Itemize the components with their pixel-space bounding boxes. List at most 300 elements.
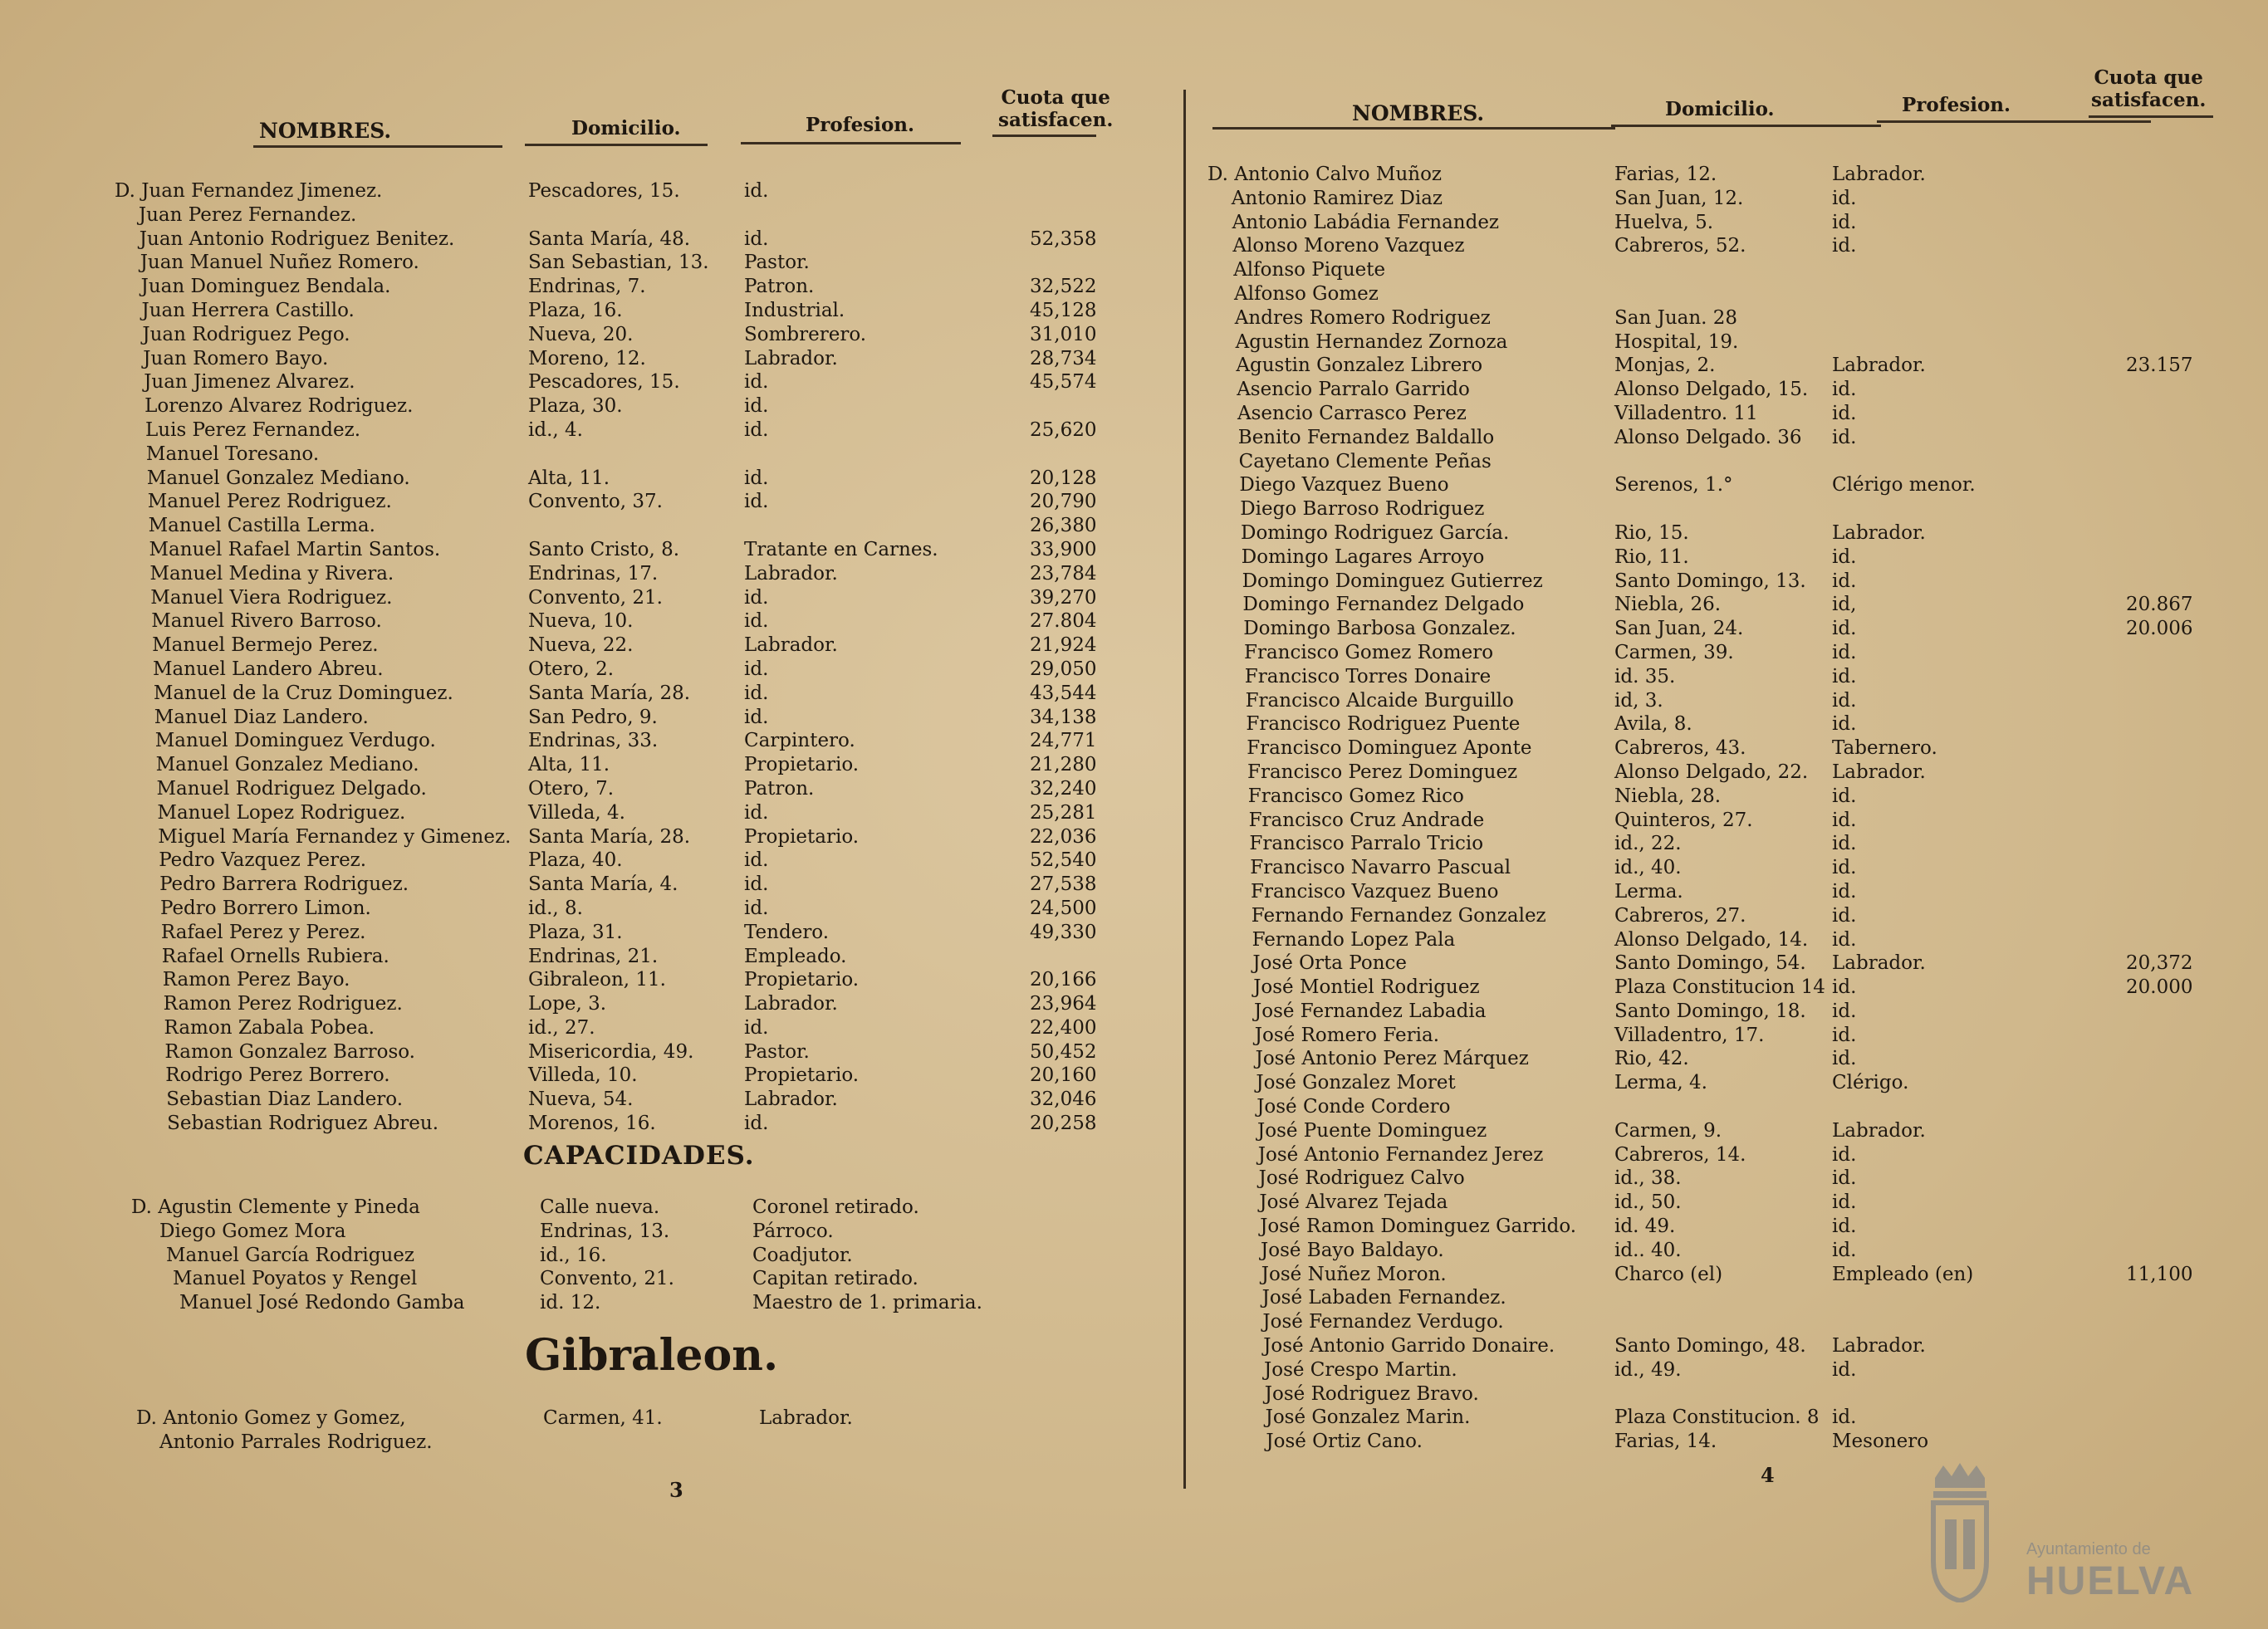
entry-name: Domingo Rodriguez García. <box>1241 521 1510 544</box>
entry-domicilio: Otero, 7. <box>528 777 615 800</box>
table-row <box>1188 1406 2268 1430</box>
table-row <box>1188 712 2268 736</box>
entry-profesion: Coadjutor. <box>752 1244 853 1266</box>
entry-profesion: Labrador. <box>1832 952 1926 975</box>
entry-domicilio: id., 40. <box>1614 857 1682 879</box>
entry-domicilio: Lerma. <box>1614 880 1683 903</box>
table-row <box>0 467 1188 491</box>
entry-name: Diego Gomez Mora <box>159 1220 346 1242</box>
entry-name: Benito Fernandez Baldallo <box>1237 426 1495 448</box>
entry-name: Rafael Perez y Perez. <box>160 921 366 943</box>
entry-profesion: id. <box>744 849 769 872</box>
entry-domicilio: Monjas, 2. <box>1614 355 1716 377</box>
entry-domicilio: Santo Domingo, 48. <box>1614 1335 1806 1358</box>
entry-name: José Labaden Fernandez. <box>1261 1287 1506 1309</box>
entry-cuota: 27,538 <box>1030 873 1097 896</box>
entry-name: Juan Romero Bayo. <box>143 347 329 369</box>
table-row <box>1188 832 2268 856</box>
entry-cuota: 52,358 <box>1030 227 1097 250</box>
entry-domicilio: id, 3. <box>1614 689 1663 712</box>
crown-shield-icon <box>1927 1461 1993 1602</box>
entry-cuota: 29,050 <box>1030 658 1097 680</box>
entry-domicilio: Villadentro. 11 <box>1614 402 1758 424</box>
table-row <box>1188 163 2268 187</box>
entry-domicilio: Cabreros, 52. <box>1614 235 1746 257</box>
entry-profesion: id. <box>1832 545 1857 568</box>
entry-name: Manuel Landero Abreu. <box>153 658 384 680</box>
header-rule <box>2089 115 2213 118</box>
entry-cuota: 20,166 <box>1030 969 1097 991</box>
entry-cuota: 43,544 <box>1030 682 1097 704</box>
entry-profesion: id. <box>1832 1406 1857 1429</box>
entry-domicilio: Rio, 15. <box>1614 521 1689 544</box>
entry-profesion: id. <box>1832 1239 1857 1261</box>
entry-domicilio: Villeda, 4. <box>528 801 625 824</box>
entry-domicilio: Lerma, 4. <box>1614 1072 1707 1094</box>
header-nombres-left: NOMBRES. <box>259 119 392 143</box>
entry-profesion: id. <box>744 227 769 250</box>
table-row <box>1188 1239 2268 1263</box>
entry-domicilio: id., 8. <box>528 897 583 919</box>
entry-cuota: 25,281 <box>1030 801 1097 824</box>
entry-profesion: Industrial. <box>744 299 845 321</box>
table-row <box>0 562 1188 586</box>
table-row <box>0 1431 1188 1455</box>
entry-name: Antonio Parrales Rodriguez. <box>159 1431 433 1453</box>
entry-name: Lorenzo Alvarez Rodriguez. <box>145 395 414 418</box>
table-row <box>0 753 1188 777</box>
table-row <box>1188 689 2268 713</box>
table-row <box>1188 976 2268 1000</box>
table-row <box>1188 378 2268 402</box>
table-row <box>1188 450 2268 474</box>
entry-name: Luis Perez Fernandez. <box>145 418 361 441</box>
entry-name: Manuel García Rodriguez <box>166 1244 415 1266</box>
table-row <box>0 634 1188 658</box>
entry-profesion: id. <box>744 658 769 680</box>
entry-name: Manuel Diaz Landero. <box>154 706 369 728</box>
entry-name: Ramon Perez Rodriguez. <box>163 993 403 1015</box>
entry-name: Diego Vazquez Bueno <box>1239 474 1449 497</box>
entry-cuota: 28,734 <box>1030 347 1097 369</box>
entry-profesion: Mesonero <box>1832 1431 1929 1453</box>
table-row <box>0 443 1188 467</box>
entry-name: Francisco Vazquez Bueno <box>1251 880 1499 903</box>
entry-domicilio: Carmen, 41. <box>543 1407 663 1429</box>
entry-name: Agustin Gonzalez Librero <box>1236 355 1483 377</box>
entry-cuota: 34,138 <box>1030 706 1097 728</box>
table-row <box>0 514 1188 538</box>
entry-profesion: Coronel retirado. <box>752 1196 919 1218</box>
table-row <box>1188 497 2268 521</box>
entry-domicilio: Hospital, 19. <box>1614 330 1739 353</box>
table-row <box>0 1244 1188 1268</box>
table-row <box>0 538 1188 562</box>
capacidades-list <box>0 1196 1188 1315</box>
entry-name: Alfonso Gomez <box>1234 282 1379 305</box>
entry-domicilio: id., 50. <box>1614 1191 1682 1214</box>
entry-profesion: id. <box>1832 618 1857 640</box>
table-row <box>1188 1430 2268 1454</box>
entry-profesion: Tendero. <box>744 921 830 943</box>
entry-cuota: 50,452 <box>1030 1040 1097 1063</box>
entry-cuota: 21,280 <box>1030 754 1097 776</box>
table-row <box>1188 1119 2268 1143</box>
header-rule <box>741 142 961 144</box>
table-row <box>1188 1000 2268 1024</box>
entry-name: Francisco Alcaide Burguillo <box>1245 689 1514 712</box>
entry-domicilio: id. 49. <box>1614 1216 1676 1238</box>
header-profesion-left: Profesion. <box>806 114 915 136</box>
entry-domicilio: Endrinas, 21. <box>528 945 659 967</box>
entry-domicilio: Plaza, 40. <box>528 849 623 872</box>
entry-cuota: 22,400 <box>1030 1016 1097 1039</box>
entry-profesion: id. <box>1832 1024 1857 1046</box>
entry-name: Domingo Barbosa Gonzalez. <box>1243 618 1516 640</box>
entry-profesion: id. <box>1832 904 1857 927</box>
table-row <box>0 825 1188 849</box>
table-row <box>1188 785 2268 809</box>
entry-cuota: 20,372 <box>2126 952 2193 975</box>
entry-profesion: Maestro de 1. primaria. <box>752 1292 982 1314</box>
entry-name: D. Agustin Clemente y Pineda <box>131 1196 420 1218</box>
table-row <box>0 251 1188 275</box>
entry-name: José Rodriguez Calvo <box>1258 1167 1465 1190</box>
entry-name: Francisco Navarro Pascual <box>1250 857 1511 879</box>
entry-name: Francisco Cruz Andrade <box>1248 809 1485 831</box>
entry-profesion: id. <box>1832 976 1857 999</box>
table-row <box>1188 617 2268 641</box>
entry-profesion: id. <box>1832 665 1857 687</box>
entry-cuota: 39,270 <box>1030 586 1097 609</box>
entry-name: Fernando Fernandez Gonzalez <box>1251 904 1546 927</box>
entry-domicilio: Calle nueva. <box>540 1196 660 1218</box>
column-divider <box>1183 90 1186 1489</box>
entry-name: José Puente Dominguez <box>1257 1119 1487 1142</box>
entry-profesion: Labrador. <box>744 634 838 657</box>
entry-domicilio: Serenos, 1.° <box>1614 474 1733 497</box>
entry-profesion: Capitan retirado. <box>752 1268 918 1290</box>
entry-domicilio: Cabreros, 14. <box>1614 1143 1746 1166</box>
entry-profesion: Labrador. <box>744 993 838 1015</box>
entry-name: Antonio Ramirez Diaz <box>1231 187 1443 209</box>
entry-domicilio: Carmen, 39. <box>1614 641 1734 663</box>
table-row <box>0 1406 1188 1431</box>
entry-name: Domingo Dominguez Gutierrez <box>1242 570 1543 592</box>
table-row <box>0 394 1188 418</box>
table-row <box>1188 282 2268 306</box>
entry-name: Domingo Fernandez Delgado <box>1242 594 1525 616</box>
header-rule <box>253 145 502 148</box>
entry-profesion: Empleado. <box>744 945 847 967</box>
entry-name: José Bayo Baldayo. <box>1261 1239 1444 1261</box>
entry-domicilio: Convento, 37. <box>528 491 663 513</box>
entry-profesion: id. <box>1832 235 1857 257</box>
entry-domicilio: Misericordia, 49. <box>528 1040 694 1063</box>
entry-domicilio: Alonso Delgado. 36 <box>1614 426 1802 448</box>
entry-name: D. Juan Fernandez Jimenez. <box>115 180 383 202</box>
table-row <box>1188 641 2268 665</box>
entry-domicilio: id., 16. <box>540 1244 607 1266</box>
entry-profesion: Sombrerero. <box>744 323 867 345</box>
table-row <box>1188 1382 2268 1406</box>
entry-profesion: id. <box>744 801 769 824</box>
entry-domicilio: Plaza Constitucion 14 <box>1614 976 1825 999</box>
entry-name: D. Antonio Calvo Muñoz <box>1207 164 1443 185</box>
entry-cuota: 20,160 <box>1030 1064 1097 1087</box>
entry-name: Manuel Rafael Martin Santos. <box>149 538 441 560</box>
table-row <box>0 729 1188 753</box>
entry-name: Manuel Toresano. <box>145 443 320 465</box>
entry-cuota: 20,128 <box>1030 467 1097 489</box>
entry-cuota: 20.867 <box>2126 594 2193 616</box>
table-row <box>0 586 1188 610</box>
entry-domicilio: Carmen, 9. <box>1614 1119 1722 1142</box>
entry-domicilio: San Pedro, 9. <box>528 706 658 728</box>
table-row <box>0 658 1188 682</box>
table-row <box>0 968 1188 992</box>
table-row <box>0 1267 1188 1291</box>
table-row <box>0 1220 1188 1244</box>
header-nombres-right: NOMBRES. <box>1352 101 1485 125</box>
entry-profesion: Labrador. <box>1832 761 1926 783</box>
page-number-right: 4 <box>1761 1463 1775 1487</box>
entry-name: José Alvarez Tejada <box>1259 1191 1448 1214</box>
table-row <box>1188 928 2268 952</box>
entry-name: José Antonio Fernandez Jerez <box>1257 1143 1544 1166</box>
entry-name: Diego Barroso Rodriguez <box>1240 498 1485 521</box>
capacidades-title: CAPACIDADES. <box>523 1141 755 1171</box>
gibraleon-title: Gibraleon. <box>525 1330 779 1381</box>
entry-profesion: id. <box>744 467 769 489</box>
table-row <box>0 682 1188 706</box>
table-row <box>0 203 1188 227</box>
entry-name: José Fernandez Verdugo. <box>1262 1311 1504 1333</box>
entry-name: Domingo Lagares Arroyo <box>1241 545 1485 568</box>
table-row <box>1188 211 2268 235</box>
entry-profesion: id. <box>1832 211 1857 233</box>
table-row <box>1188 904 2268 928</box>
entry-profesion: id. <box>1832 402 1857 424</box>
entry-name: Francisco Dominguez Aponte <box>1247 737 1532 760</box>
table-row <box>1188 234 2268 258</box>
entry-name: Ramon Zabala Pobea. <box>164 1016 375 1039</box>
entry-domicilio: Alonso Delgado, 15. <box>1614 379 1809 401</box>
entry-name: Manuel Poyatos y Rengel <box>173 1268 418 1290</box>
entry-name: Manuel José Redondo Gamba <box>179 1292 465 1314</box>
table-row <box>1188 426 2268 450</box>
entry-name: Juan Antonio Rodriguez Benitez. <box>139 227 455 250</box>
header-cuota-left <box>998 86 1113 131</box>
entry-name: Alfonso Piquete <box>1233 259 1386 281</box>
entry-profesion: id. <box>744 706 769 728</box>
entry-profesion: id. <box>744 610 769 633</box>
table-row <box>0 1088 1188 1112</box>
entry-domicilio: Alta, 11. <box>528 467 610 489</box>
header-rule <box>1212 127 1615 130</box>
table-row <box>0 609 1188 634</box>
table-row <box>1188 736 2268 761</box>
table-row <box>1188 1286 2268 1310</box>
table-row <box>1188 1263 2268 1287</box>
entry-domicilio: id., 38. <box>1614 1167 1682 1190</box>
entry-profesion: Pastor. <box>744 1040 810 1063</box>
table-row <box>0 1064 1188 1088</box>
table-row <box>0 992 1188 1016</box>
entry-domicilio: Villadentro, 17. <box>1614 1024 1765 1046</box>
entry-name: Rodrigo Perez Borrero. <box>165 1064 390 1087</box>
entry-name: Fernando Lopez Pala <box>1252 928 1456 951</box>
entry-profesion: id. <box>1832 785 1857 807</box>
entry-cuota: 22,036 <box>1030 825 1097 848</box>
entry-profesion: id. <box>744 371 769 394</box>
entry-domicilio: Niebla, 26. <box>1614 594 1722 616</box>
entry-name: Francisco Gomez Rico <box>1247 785 1464 807</box>
entry-name: Juan Dominguez Bendala. <box>140 276 391 298</box>
entry-cuota: 11,100 <box>2126 1263 2193 1285</box>
entry-name: Juan Perez Fernandez. <box>138 203 357 226</box>
entry-domicilio: Quinteros, 27. <box>1614 809 1753 831</box>
entry-profesion: id. <box>744 873 769 896</box>
entry-domicilio: Gibraleon, 11. <box>528 969 666 991</box>
entry-profesion: id. <box>744 395 769 418</box>
table-row <box>1188 1334 2268 1358</box>
table-row <box>0 275 1188 299</box>
entry-profesion: Labrador. <box>1832 1119 1926 1142</box>
entry-domicilio: id., 49. <box>1614 1358 1682 1381</box>
logo-caption: Ayuntamiento de <box>2026 1540 2151 1558</box>
entry-name: Manuel Bermejo Perez. <box>152 634 379 657</box>
entry-name: Juan Rodriguez Pego. <box>142 323 350 345</box>
entry-name: Francisco Perez Dominguez <box>1247 761 1518 783</box>
entry-domicilio: Santa María, 4. <box>528 873 678 896</box>
entry-profesion: id. <box>1832 1191 1857 1214</box>
entry-name: Ramon Perez Bayo. <box>162 969 350 991</box>
table-row <box>1188 880 2268 904</box>
entry-profesion: Tabernero. <box>1832 737 1937 760</box>
entry-domicilio: Pescadores, 15. <box>528 180 680 202</box>
table-row <box>0 706 1188 730</box>
entry-name: José Gonzalez Marin. <box>1265 1406 1471 1429</box>
entry-cuota: 24,500 <box>1030 897 1097 919</box>
table-row <box>1188 187 2268 211</box>
entry-profesion: Pastor. <box>744 252 810 274</box>
entry-domicilio: Endrinas, 33. <box>528 730 659 752</box>
header-cuota-right <box>2091 66 2206 111</box>
table-row <box>1188 570 2268 594</box>
entry-name: José Fernandez Labadia <box>1254 1000 1487 1022</box>
entry-profesion: Carpintero. <box>744 730 855 752</box>
entry-domicilio: id. 35. <box>1614 665 1676 687</box>
entry-name: José Rodriguez Bravo. <box>1264 1382 1479 1405</box>
entry-name: Manuel Lopez Rodriguez. <box>157 801 406 824</box>
table-row <box>0 1112 1188 1136</box>
table-row <box>1188 306 2268 330</box>
entry-profesion: id. <box>1832 1143 1857 1166</box>
header-domicilio-left: Domicilio. <box>571 117 681 139</box>
entry-name: Francisco Torres Donaire <box>1244 665 1492 687</box>
entry-domicilio: Rio, 42. <box>1614 1048 1689 1070</box>
left-entries-list <box>0 179 1188 1136</box>
table-row <box>0 1016 1188 1040</box>
entry-profesion: Clérigo. <box>1832 1072 1909 1094</box>
table-row <box>0 323 1188 347</box>
entry-cuota: 27.804 <box>1030 610 1097 633</box>
logo-wordmark: HUELVA <box>2026 1559 2195 1603</box>
entry-profesion: Labrador. <box>1832 355 1926 377</box>
table-row <box>0 1196 1188 1220</box>
entry-name: José Montiel Rodriguez <box>1253 976 1480 999</box>
entry-domicilio: Convento, 21. <box>540 1268 674 1290</box>
entry-profesion: id. <box>744 418 769 441</box>
entry-cuota: 23.157 <box>2126 355 2193 377</box>
entry-name: Manuel Rodriguez Delgado. <box>156 777 427 800</box>
entry-domicilio: Santo Domingo, 54. <box>1614 952 1806 975</box>
table-row <box>0 347 1188 371</box>
entry-profesion: id. <box>1832 187 1857 209</box>
entry-name: José Nuñez Moron. <box>1261 1263 1447 1285</box>
entry-cuota: 26,380 <box>1030 515 1097 537</box>
table-row <box>1188 1095 2268 1119</box>
entry-domicilio: id., 27. <box>528 1016 595 1039</box>
entry-profesion: id, <box>1832 594 1857 616</box>
page-number-left: 3 <box>669 1478 683 1502</box>
entry-domicilio: Santa María, 48. <box>528 227 691 250</box>
entry-profesion: id. <box>1832 713 1857 736</box>
entry-profesion: id. <box>1832 1048 1857 1070</box>
entry-profesion: Labrador. <box>1832 521 1926 544</box>
entry-profesion: id. <box>1832 928 1857 951</box>
header-rule <box>992 135 1096 137</box>
entry-profesion: id. <box>1832 833 1857 855</box>
entry-name: Manuel Gonzalez Mediano. <box>155 754 419 776</box>
entry-domicilio: Farias, 14. <box>1614 1431 1717 1453</box>
entry-domicilio: Endrinas, 17. <box>528 562 659 585</box>
table-row <box>0 897 1188 921</box>
entry-profesion: id. <box>744 682 769 704</box>
entry-profesion: Tratante en Carnes. <box>744 538 938 560</box>
entry-profesion: Labrador. <box>759 1407 853 1429</box>
entry-name: Juan Jimenez Alvarez. <box>144 371 355 394</box>
entry-domicilio: Nueva, 54. <box>528 1088 634 1111</box>
header-cuota-line1: Cuota que <box>1001 86 1110 109</box>
right-entries-list <box>1188 163 2268 1454</box>
entry-name: Sebastian Diaz Landero. <box>166 1088 404 1111</box>
entry-name: Francisco Rodriguez Puente <box>1246 713 1521 736</box>
table-row <box>1188 1191 2268 1215</box>
entry-name: José Gonzalez Moret <box>1256 1072 1456 1094</box>
header-cuota-line2: satisfacen. <box>2091 89 2207 111</box>
table-row <box>0 418 1188 443</box>
entry-domicilio: Nueva, 22. <box>528 634 634 657</box>
entry-domicilio: Morenos, 16. <box>528 1113 656 1135</box>
entry-name: José Romero Feria. <box>1254 1024 1440 1046</box>
table-row <box>1188 1358 2268 1382</box>
entry-domicilio: Cabreros, 43. <box>1614 737 1746 760</box>
entry-domicilio: Villeda, 10. <box>528 1064 638 1087</box>
entry-domicilio: Alonso Delgado, 22. <box>1614 761 1809 783</box>
entry-profesion: id. <box>1832 379 1857 401</box>
entry-name: Antonio Labádia Fernandez <box>1232 211 1500 233</box>
entry-profesion: Propietario. <box>744 825 860 848</box>
entry-domicilio: Santo Domingo, 13. <box>1614 570 1806 592</box>
entry-domicilio: Endrinas, 7. <box>528 276 646 298</box>
entry-name: José Antonio Garrido Donaire. <box>1263 1335 1555 1358</box>
entry-name: Juan Manuel Nuñez Romero. <box>140 252 419 274</box>
header-rule <box>1611 125 1881 127</box>
entry-profesion: Labrador. <box>744 347 838 369</box>
entry-cuota: 24,771 <box>1030 730 1097 752</box>
